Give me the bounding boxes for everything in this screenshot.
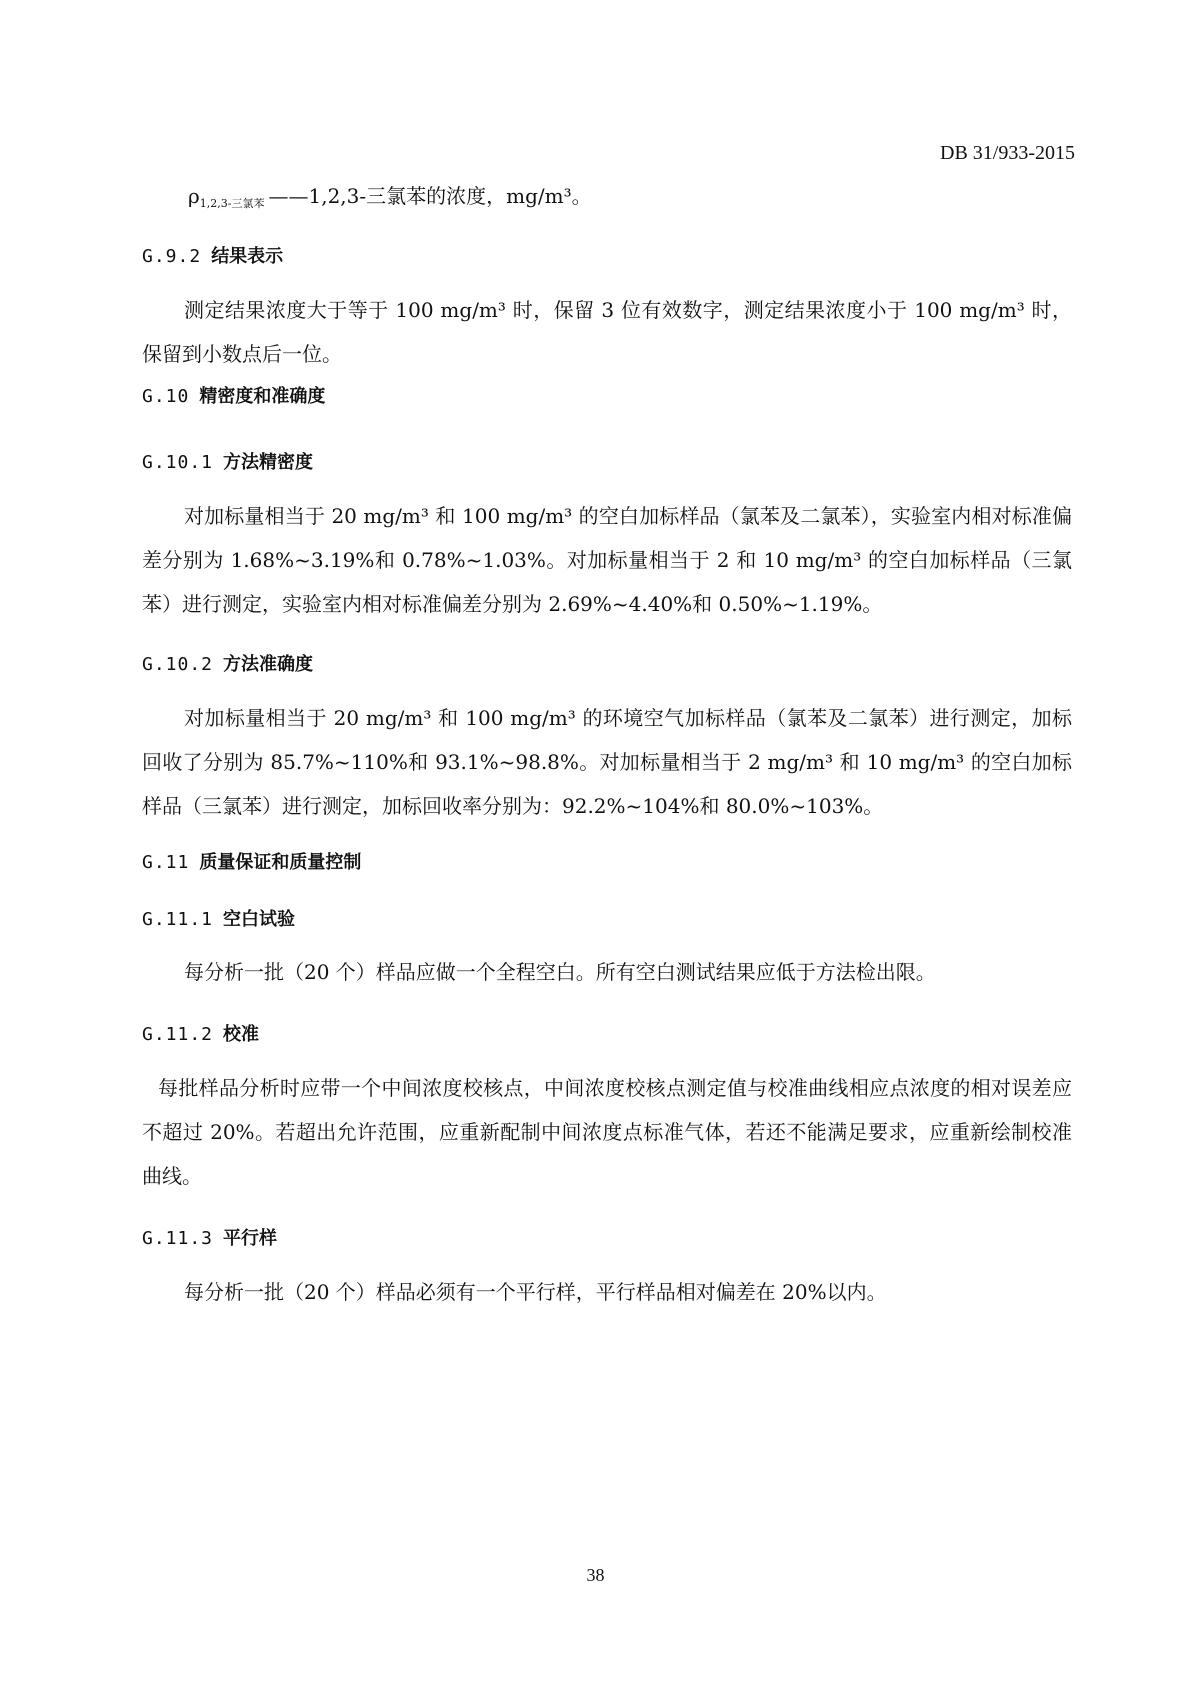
section-number: G.11.1	[142, 909, 214, 930]
section-number: G.11.3	[142, 1228, 214, 1249]
paragraph-g11-3: 每分析一批（20 个）样品必须有一个平行样，平行样品相对偏差在 20%以内。	[184, 1280, 887, 1304]
paragraph-g9-2: 测定结果浓度大于等于 100 mg/m³ 时，保留 3 位有效数字，测定结果浓度小于 100 mg/m³ 时，保留到小数点后一位。	[142, 298, 1072, 366]
rho-symbol: ρ	[188, 184, 200, 208]
section-heading-g10	[142, 382, 1072, 412]
variable-definition-text: ——1,2,3-三氯苯的浓度，mg/m³。	[268, 184, 592, 208]
section-number: G.10.1	[142, 452, 214, 473]
paragraph-g10-2: 对加标量相当于 20 mg/m³ 和 100 mg/m³ 的环境空气加标样品（氯苯及二氯苯）进行测定，加标回收了分别为 85.7%~110%和 93.1%~98.8%。对加标量相当于 2 mg/m³ 和 10 mg/m³ 的空白加标样品（三氯苯）进行测定，加标回收率分别为：92.2%~104%和 80.0%~103%。	[142, 706, 1072, 818]
document-code: DB 31/933-2015	[940, 142, 1075, 164]
section-title: 质量保证和质量控制	[199, 852, 362, 873]
section-number: G.11	[142, 852, 190, 873]
rho-subscript: 1,2,3-三氯苯	[199, 197, 265, 210]
section-title: 空白试验	[223, 909, 296, 930]
paragraph-g11-1: 每分析一批（20 个）样品应做一个全程空白。所有空白测试结果应低于方法检出限。	[184, 960, 936, 984]
section-heading-g11	[142, 848, 1072, 878]
section-heading-g11-1	[142, 905, 1072, 935]
page-number: 38	[586, 1565, 605, 1585]
section-heading-g9-2	[142, 242, 1072, 272]
section-heading-g10-2	[142, 650, 1072, 680]
section-number: G.9.2	[142, 246, 202, 267]
section-title: 方法准确度	[223, 654, 314, 675]
section-heading-g10-1	[142, 448, 1072, 478]
variable-definition	[188, 176, 1118, 224]
section-title: 精密度和准确度	[199, 386, 326, 407]
section-number: G.11.2	[142, 1024, 214, 1045]
paragraph-g10-1: 对加标量相当于 20 mg/m³ 和 100 mg/m³ 的空白加标样品（氯苯及二氯苯），实验室内相对标准偏差分别为 1.68%~3.19%和 0.78%~1.03%。对加标量相当于 2 和 10 mg/m³ 的空白加标样品（三氯苯）进行测定，实验室内相对标准偏差分别为 2.69%~4.40%和 0.50%~1.19%。	[142, 504, 1072, 616]
section-title: 方法精密度	[223, 452, 314, 473]
section-heading-g11-3	[142, 1224, 1072, 1254]
section-number: G.10	[142, 386, 190, 407]
section-title: 平行样	[223, 1228, 278, 1249]
paragraph-g11-2: 每批样品分析时应带一个中间浓度校核点，中间浓度校核点测定值与校准曲线相应点浓度的相对误差应不超过 20%。若超出允许范围，应重新配制中间浓度点标准气体，若还不能满足要求，应重新绘制校准曲线。	[142, 1076, 1072, 1188]
section-heading-g11-2	[142, 1020, 1072, 1050]
section-title: 校准	[223, 1024, 260, 1045]
section-title: 结果表示	[211, 246, 284, 267]
section-number: G.10.2	[142, 654, 214, 675]
